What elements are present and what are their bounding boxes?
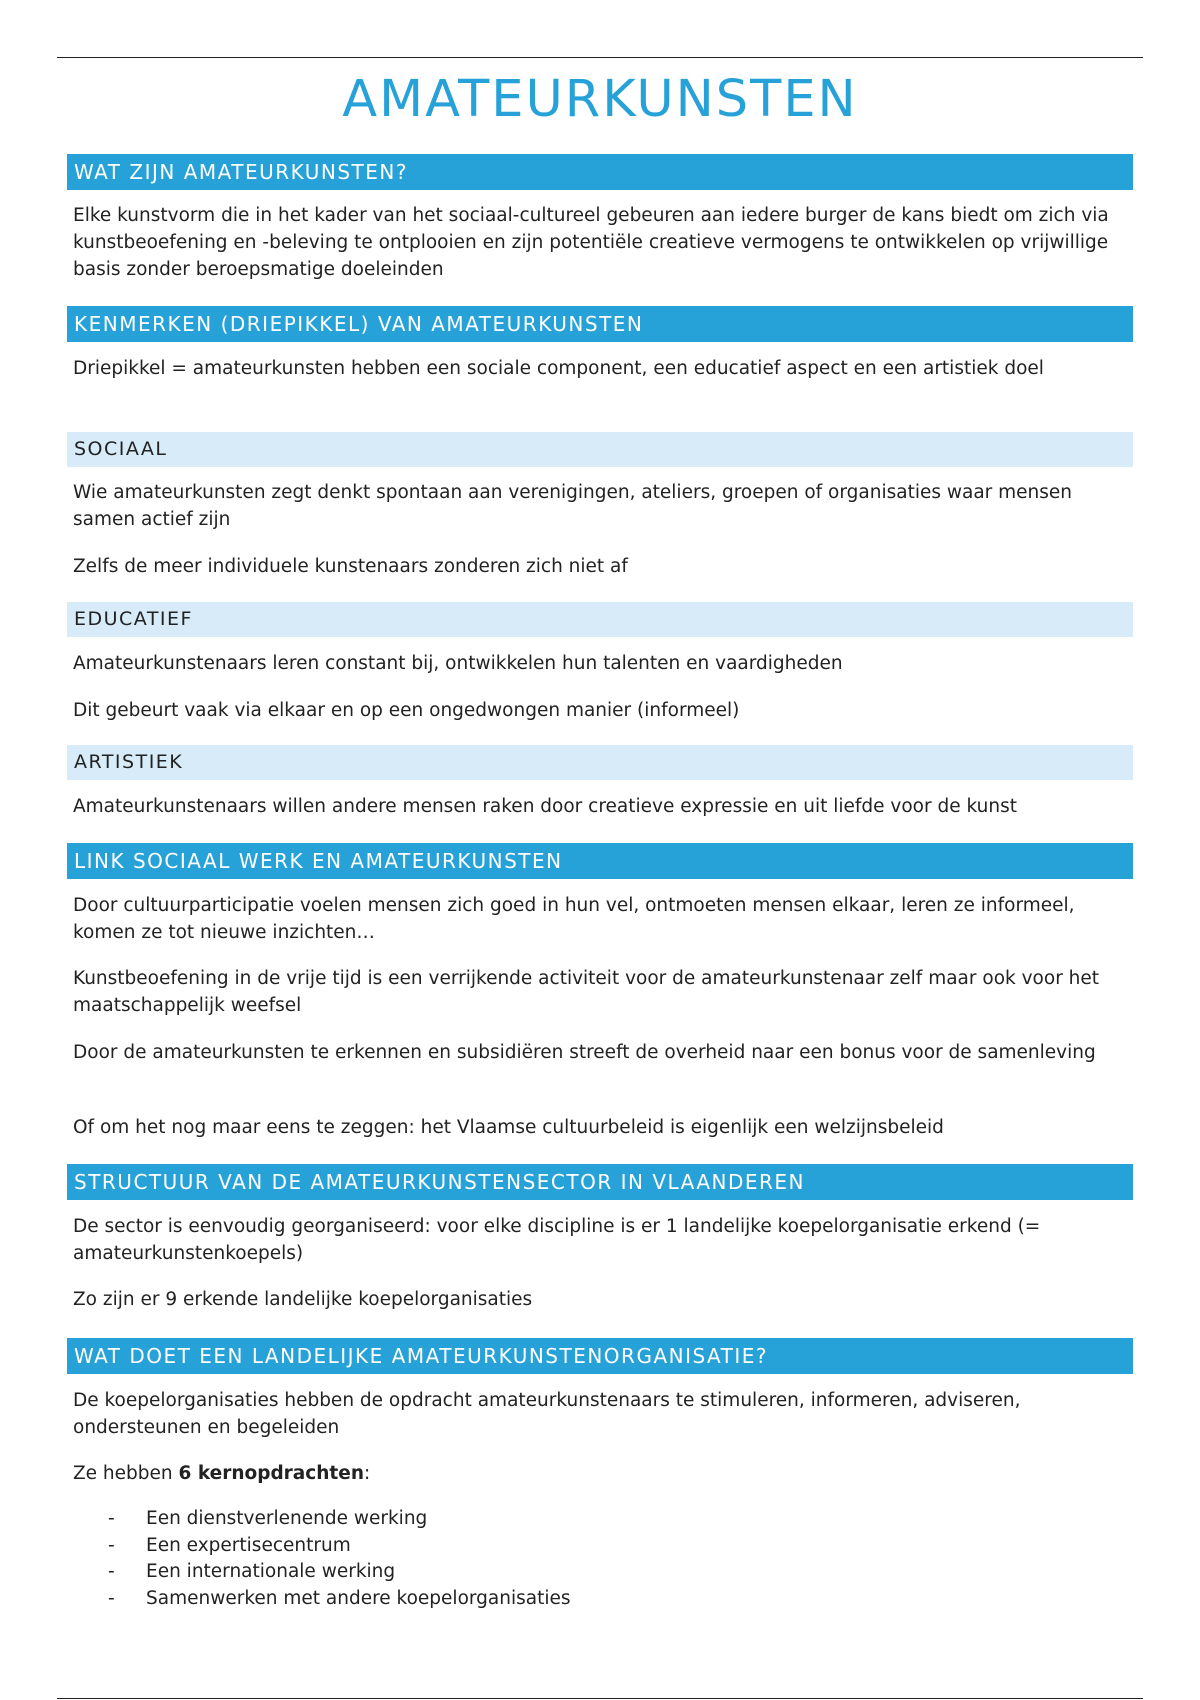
text-run: : xyxy=(364,1463,371,1484)
paragraph: De koepelorganisaties hebben de opdracht amateurkunstenaars te stimuleren, informeren, adviseren, ondersteunen en begeleiden xyxy=(73,1390,1021,1438)
paragraph: Amateurkunstenaars willen andere mensen raken door creatieve expressie en uit liefde voor de kunst xyxy=(73,796,1017,817)
paragraph: Driepikkel = amateurkunsten hebben een sociale component, een educatief aspect en een artistiek doel xyxy=(73,358,1044,379)
kernopdrachten-list xyxy=(108,1506,571,1612)
text-run: Ze hebben xyxy=(73,1463,179,1484)
paragraph: De sector is eenvoudig georganiseerd: voor elke discipline is er 1 landelijke koepelorganisatie erkend (= amateurkunstenkoepels) xyxy=(73,1216,1041,1264)
paragraph: Door de amateurkunsten te erkennen en subsidiëren streeft de overheid naar een bonus voor de samenleving xyxy=(73,1042,1096,1063)
subheading-sociaal: SOCIAAL xyxy=(67,432,1133,467)
paragraph-kernopdrachten xyxy=(73,1460,1133,1487)
bullet-dash: - xyxy=(108,1508,115,1529)
list-item xyxy=(108,1586,571,1613)
bullet-dash: - xyxy=(108,1561,115,1582)
paragraph: Dit gebeurt vaak via elkaar en op een ongedwongen manier (informeel) xyxy=(73,700,740,721)
list-item xyxy=(108,1533,571,1560)
list-item xyxy=(108,1506,571,1533)
paragraph: Kunstbeoefening in de vrije tijd is een verrijkende activiteit voor de amateurkunstenaar zelf maar ook voor het maatschappelijk weefsel xyxy=(73,968,1100,1016)
heading-structuur: STRUCTUUR VAN DE AMATEURKUNSTENSECTOR IN VLAANDEREN xyxy=(67,1164,1133,1200)
bullet-dash: - xyxy=(108,1534,115,1556)
bold-text: 6 kernopdrachten xyxy=(178,1463,364,1484)
subheading-artistiek: ARTISTIEK xyxy=(67,745,1133,780)
heading-kenmerken: KENMERKEN (DRIEPIKKEL) VAN AMATEURKUNSTEN xyxy=(67,306,1133,342)
list-item xyxy=(108,1559,571,1586)
list-item-text: Een dienstverlenende werking xyxy=(146,1508,428,1529)
paragraph: Of om het nog maar eens te zeggen: het Vlaamse cultuurbeleid is eigenlijk een welzijnsbeleid xyxy=(73,1117,944,1138)
list-item-text: Een expertisecentrum xyxy=(146,1534,351,1556)
heading-wat-doet: WAT DOET EEN LANDELIJKE AMATEURKUNSTENORGANISATIE? xyxy=(67,1338,1133,1374)
paragraph: Zo zijn er 9 erkende landelijke koepelorganisaties xyxy=(73,1289,533,1310)
paragraph: Wie amateurkunsten zegt denkt spontaan aan verenigingen, ateliers, groepen of organisaties waar mensen samen actief zijn xyxy=(73,482,1073,530)
top-rule xyxy=(57,57,1143,58)
bullet-dash: - xyxy=(108,1587,115,1609)
subheading-educatief: EDUCATIEF xyxy=(67,602,1133,637)
heading-wat-zijn: WAT ZIJN AMATEURKUNSTEN? xyxy=(67,154,1133,190)
page-title: AMATEURKUNSTEN xyxy=(342,70,858,129)
paragraph: Door cultuurparticipatie voelen mensen zich goed in hun vel, ontmoeten mensen elkaar, leren ze informeel, komen ze tot nieuwe inzichten… xyxy=(73,895,1075,943)
list-item-text: Een internationale werking xyxy=(146,1561,396,1582)
heading-link-sociaal-werk: LINK SOCIAAL WERK EN AMATEURKUNSTEN xyxy=(67,843,1133,879)
paragraph: Zelfs de meer individuele kunstenaars zonderen zich niet af xyxy=(73,556,628,577)
list-item-text: Samenwerken met andere koepelorganisaties xyxy=(146,1587,571,1609)
bottom-rule xyxy=(57,1698,1143,1699)
paragraph: Amateurkunstenaars leren constant bij, ontwikkelen hun talenten en vaardigheden xyxy=(73,653,843,674)
paragraph: Elke kunstvorm die in het kader van het sociaal-cultureel gebeuren aan iedere burger de kans biedt om zich via kunstbeoefening en -beleving te ontplooien en zijn potentiële creatieve vermogens te ontwikkelen op vrijwillige basis zonder beroepsmatige doeleinden xyxy=(73,205,1109,280)
